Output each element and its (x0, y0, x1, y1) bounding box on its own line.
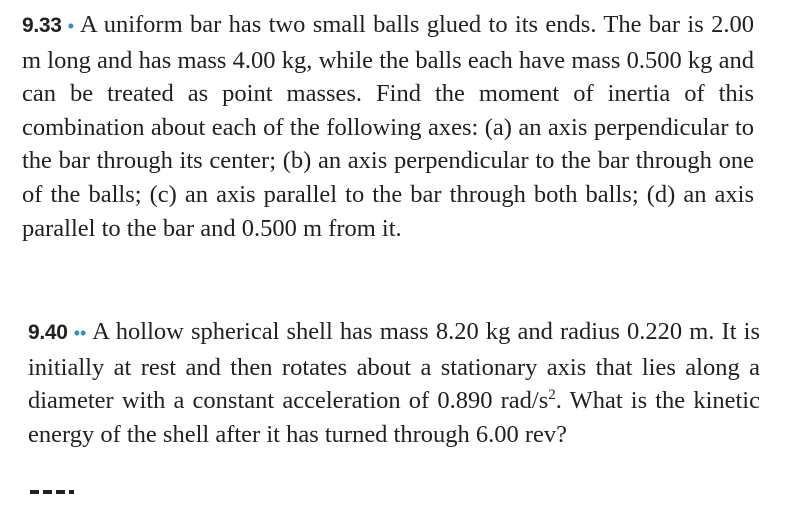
problem-text-part-1: A hollow spherical shell has mass 8.20 kg and radius 0.220 m. It is initially at rest and then rotates about a stationary axis that lies along a diameter with a constant acceleration of 0.890 rad/s (28, 318, 760, 415)
cut-off-next-problem (30, 490, 74, 494)
problem-number: 9.40 (28, 321, 68, 344)
difficulty-dots-icon: •• (73, 323, 87, 343)
exponent: 2 (548, 387, 556, 404)
difficulty-dot-icon: • (67, 16, 74, 36)
problem-9-40 (28, 315, 760, 451)
problem-text-part-2: . What is the kinetic energy of the shell after it has turned through 6.00 rev? (28, 387, 760, 448)
problem-text: A uniform bar has two small balls glued to its ends. The bar is 2.00 m long and has mass 4.00 kg, while the balls each have mass 0.500 kg and can be treated as point masses. Find the moment of inertia of this combination about each of the following axes: (a) an axis perpendicular to the bar through its center; (b) an axis perpendicular to the bar through one of the balls; (c) an axis parallel to the bar through both balls; (d) an axis parallel to the bar and 0.500 m from it. (22, 11, 754, 242)
problem-number: 9.33 (22, 14, 62, 37)
problem-9-33 (22, 8, 754, 245)
